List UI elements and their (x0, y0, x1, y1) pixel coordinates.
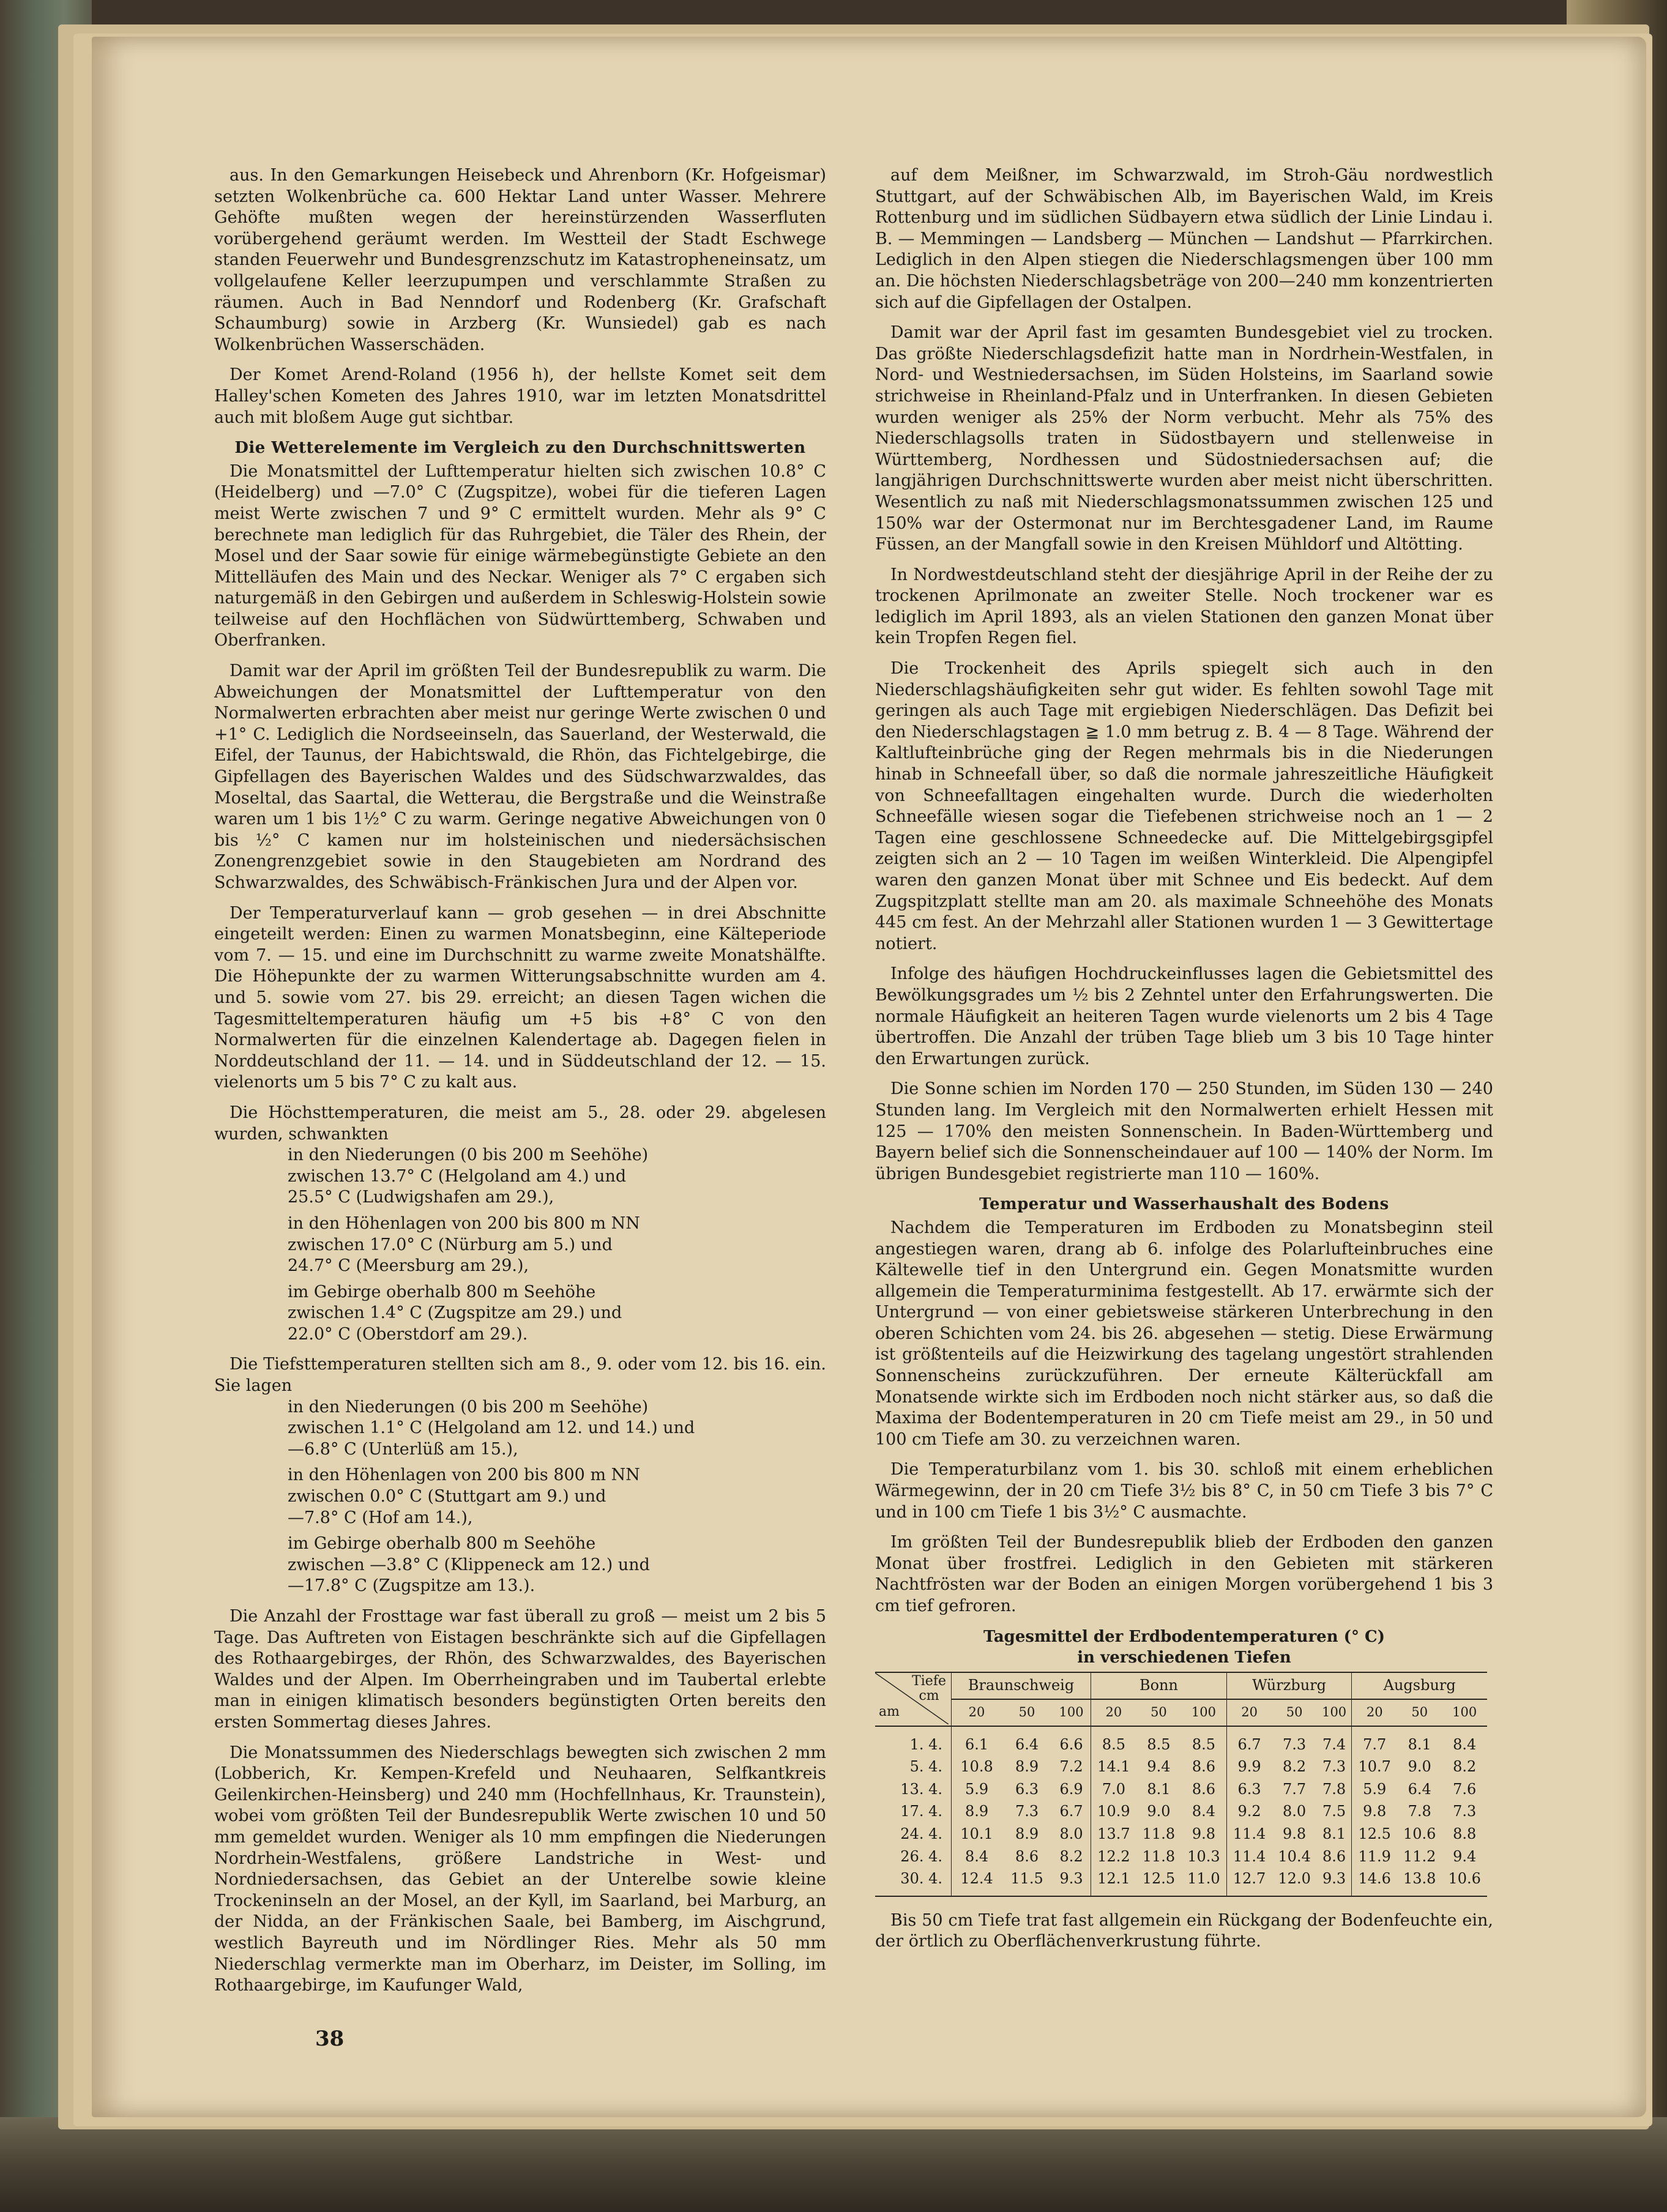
value-cell: 9.8 (1352, 1800, 1397, 1823)
value-cell: 8.4 (952, 1845, 1002, 1868)
paragraph: Im größten Teil der Bundesrepublik blieb der Erdboden den ganzen Monat über frostfrei. Lediglich in den Gebieten mit stärkeren Nachtfrösten war der Boden an einigen Morgen vorübergehend 1 bis 3 cm tief gefroren. (875, 1533, 1493, 1615)
paragraph: auf dem Meißner, im Schwarzwald, im Stroh-Gäu nordwestlich Stuttgart, auf der Schwäbischen Alb, im Bayerischen Wald, im Kreis Rottenburg und im südlichen Südbayern etwa südlich der Linie Lindau i. B. — Memmingen — Landsberg — München — Landshut — Pfarrkirchen. Lediglich in den Alpen stiegen die Niederschlagsmengen über 100 mm an. Die höchsten Niederschlagsbeträge von 200—240 mm konzentrierten sich auf die Gipfellagen der Ostalpen. (875, 166, 1493, 312)
value-cell: 7.8 (1408, 1803, 1431, 1820)
paragraph: Die Anzahl der Frosttage war fast überall zu groß — meist um 2 bis 5 Tage. Das Auftreten von Eistagen beschränkte sich auf die Gipfellagen des Rothaargebirges, der Rhön, des Schwarzwaldes, des Bayerischen Waldes und der Alpen. Im Oberrheingraben und im Taubertal erlebte man in einigen klimatisch besonders begünstigten Orten bereits den ersten Sommertag dieses Jahres. (214, 1607, 826, 1732)
value-cell: 10.3 (1187, 1847, 1220, 1865)
value-cell: 8.2 (1283, 1758, 1307, 1776)
indented-line: —6.8° C (Unterlüß am 15.), (288, 1439, 518, 1459)
value-cell: 10.6 (1403, 1825, 1436, 1842)
value-cell: 11.2 (1403, 1847, 1436, 1865)
value-cell: 9.8 (1283, 1825, 1307, 1842)
value-cell: 6.4 (1408, 1780, 1431, 1798)
value-cell: 11.8 (1142, 1825, 1176, 1842)
corner-date-label: am (879, 1704, 900, 1719)
value-cell: 6.7 (1059, 1803, 1083, 1820)
value-cell: 6.6 (1059, 1735, 1083, 1753)
depth-header: 100 (1317, 1699, 1352, 1726)
value-cell: 8.5 (1192, 1735, 1216, 1753)
depth-header-row (875, 1699, 1487, 1726)
paragraph: Die Monatssummen des Niederschlags bewegten sich zwischen 2 mm (Lobberich, Kr. Kempen-Krefeld und Neuhaaren, Selfkantkreis Geilenkirchen-Heinsberg) und 240 mm (Hochfellnhaus, Kr. Traunstein), wobei vom größten Teil der Bundesrepublik Werte zwischen 10 und 50 mm gemeldet wurden. Weniger als 10 mm empfingen die Niederungen Nordrhein-Westfalens, größere Landstriche in West- und Nordniedersachsen, das Gebiet an der Unterelbe sowie kleine Trockeninseln an der Mosel, an der Kyll, im Saarland, bei Marburg, an der Nidda, an der Fränkischen Saale, bei Bamberg, im Aischgrund, westlich Bayreuth und im Nördlinger Ries. Mehr als 50 mm Niederschlag vermerkte man im Oberharz, im Deister, im Solling, im Rothaargebirge, im Kaufunger Wald, (214, 1743, 826, 1995)
value-cell: 8.5 (1147, 1735, 1171, 1753)
table-body (875, 1726, 1487, 1896)
value-cell: 11.4 (1226, 1823, 1272, 1845)
value-cell: 8.5 (1091, 1726, 1136, 1756)
value-cell: 9.4 (1453, 1847, 1477, 1865)
value-cell: 7.3 (1015, 1803, 1039, 1820)
indented-line: zwischen 1.4° C (Zugspitze am 29.) und (288, 1303, 622, 1323)
paragraph: aus. In den Gemarkungen Heisebeck und Ahrenborn (Kr. Hofgeismar) setzten Wolkenbrüche ca. 600 Hektar Land unter Wasser. Mehrere Gehöfte mußten wegen der hereinstürzenden Wasserfluten vorübergehend geräumt werden. Im Westteil der Stadt Eschwege standen Feuerwehr und Bundesgrenzschutz im Katastropheneinsatz, um vollgelaufene Keller leerzupumpen und verschlammte Straßen zu räumen. Auch in Bad Nenndorf und Rodenberg (Kr. Grafschaft Schaumburg) sowie in Arzberg (Kr. Wunsiedel) gab es nach Wolkenbrüchen Wasserschäden. (214, 166, 826, 354)
value-cell: 8.4 (1453, 1735, 1477, 1753)
indented-line: in den Niederungen (0 bis 200 m Seehöhe) (288, 1397, 649, 1417)
table-corner-cell (875, 1672, 952, 1726)
value-cell: 12.1 (1091, 1868, 1136, 1896)
value-cell: 7.4 (1322, 1735, 1346, 1753)
table-row (875, 1845, 1487, 1868)
value-cell: 7.3 (1453, 1803, 1477, 1820)
right-column-text (875, 165, 1493, 1617)
table-title (875, 1626, 1493, 1668)
value-cell: 5.9 (952, 1778, 1002, 1801)
value-cell: 6.7 (1226, 1726, 1272, 1756)
value-cell: 12.5 (1136, 1868, 1181, 1896)
indented-line: 22.0° C (Oberstdorf am 29.). (288, 1324, 528, 1344)
value-cell: 13.7 (1091, 1823, 1136, 1845)
indented-line: 25.5° C (Ludwigshafen am 29.), (288, 1188, 554, 1207)
date-cell: 13. 4. (900, 1780, 942, 1798)
value-cell: 9.8 (1192, 1825, 1216, 1842)
value-cell: 7.8 (1322, 1780, 1346, 1798)
value-cell: 12.5 (1352, 1823, 1397, 1845)
value-cell: 8.6 (1322, 1847, 1346, 1865)
left-column (214, 165, 826, 2006)
page-number: 38 (315, 2027, 345, 2051)
depth-header: 50 (1272, 1699, 1316, 1726)
depth-header: 50 (1136, 1699, 1181, 1726)
depth-header: 50 (1397, 1699, 1442, 1726)
value-cell: 11.5 (1002, 1868, 1052, 1896)
depth-header: 20 (1352, 1699, 1397, 1726)
station-header: Braunschweig (952, 1672, 1091, 1699)
value-cell: 10.7 (1352, 1756, 1397, 1778)
indented-line: in den Höhenlagen von 200 bis 800 m NN (288, 1465, 640, 1485)
paragraph: Die Tiefsttemperaturen stellten sich am 8., 9. oder vom 12. bis 16. ein. Sie lagen (214, 1355, 826, 1396)
indented-line: zwischen 17.0° C (Nürburg am 5.) und (288, 1235, 613, 1254)
value-cell: 10.8 (952, 1756, 1002, 1778)
value-cell: 10.6 (1442, 1868, 1487, 1896)
depth-header: 100 (1442, 1699, 1487, 1726)
paragraph: Die Temperaturbilanz vom 1. bis 30. schloß mit einem erheblichen Wärmegewinn, der in 20 cm Tiefe 3½ bis 8° C, in 50 cm Tiefe 3 bis 7° C und in 100 cm Tiefe 1 bis 3½° C ausmachte. (875, 1460, 1493, 1522)
depth-header: 20 (1226, 1699, 1272, 1726)
closing-paragraph: Bis 50 cm Tiefe trat fast allgemein ein Rückgang der Bodenfeuchte ein, der örtlich zu Oberflächenverkrustung führte. (875, 1910, 1493, 1951)
date-cell: 24. 4. (900, 1825, 942, 1842)
paragraph: Die Sonne schien im Norden 170 — 250 Stunden, im Süden 130 — 240 Stunden lang. Im Vergleich mit den Normalwerten erhielt Hessen mit 125 — 170% den meisten Sonnenschein. In Baden-Württemberg und Bayern belief sich die Sonnenscheindauer auf 100 — 140% der Norm. Im übrigen Bundesgebiet registrierte man 110 — 160%. (875, 1079, 1493, 1183)
station-header: Augsburg (1352, 1672, 1487, 1699)
value-cell: 10.4 (1278, 1847, 1311, 1865)
soil-temperature-table (875, 1672, 1487, 1897)
table-row (875, 1778, 1487, 1801)
paragraph: Die Höchsttemperaturen, die meist am 5., 28. oder 29. abgelesen wurden, schwankten (214, 1103, 826, 1144)
table-row (875, 1868, 1487, 1896)
value-cell: 8.9 (952, 1800, 1002, 1823)
paragraph: In Nordwestdeutschland steht der diesjährige April in der Reihe der zu trockenen Aprilmonate an zweiter Stelle. Noch trockener war es lediglich im April 1893, als an vielen Stationen den ganzen Monat über kein Tropfen Regen fiel. (875, 565, 1493, 648)
indented-line: —7.8° C (Hof am 14.), (288, 1508, 473, 1527)
indented-line: zwischen 0.0° C (Stuttgart am 9.) und (288, 1487, 606, 1506)
paragraph: Der Komet Arend-Roland (1956 h), der hellste Komet seit dem Halley'schen Kometen des Jahres 1910, war im letzten Monatsdrittel auch mit bloßem Auge gut sichtbar. (214, 365, 826, 427)
value-cell: 14.1 (1091, 1756, 1136, 1778)
value-cell: 7.7 (1352, 1726, 1397, 1756)
value-cell: 5.9 (1352, 1778, 1397, 1801)
depth-header: 100 (1052, 1699, 1091, 1726)
value-cell: 10.9 (1091, 1800, 1136, 1823)
value-cell: 7.3 (1283, 1735, 1307, 1753)
value-cell: 12.4 (952, 1868, 1002, 1896)
depth-header: 100 (1181, 1699, 1226, 1726)
value-cell: 6.1 (952, 1726, 1002, 1756)
depth-header: 20 (1091, 1699, 1136, 1726)
value-cell: 9.0 (1408, 1758, 1431, 1776)
date-cell: 26. 4. (900, 1847, 942, 1865)
paragraph: Der Temperaturverlauf kann — grob gesehen — in drei Abschnitte eingeteilt werden: Einen zu warmen Monatsbeginn, eine Kälteperiode vom 7. — 15. und eine im Durchschnitt zu warme zweite Monatshälfte. Die Höhepunkte der zu warmen Witterungsabschnitte wurden am 4. und 5. sowie vom 27. bis 29. erreicht; an diesen Tagen wichen die Tagesmitteltemperaturen häufig um +5 bis +8° C von den Normalwerten für die einzelnen Kalendertage ab. Dagegen fielen in Norddeutschland der 11. — 14. und in Süddeutschland der 12. — 15. vielenorts um 5 bis 7° C zu kalt aus. (214, 903, 826, 1092)
date-cell: 30. 4. (875, 1868, 952, 1896)
corner-depth-label: Tiefe cm (912, 1673, 946, 1704)
value-cell: 9.3 (1052, 1868, 1091, 1896)
value-cell: 9.4 (1147, 1758, 1171, 1776)
value-cell: 8.8 (1453, 1825, 1477, 1842)
indented-line: in den Höhenlagen von 200 bis 800 m NN (288, 1213, 640, 1233)
table-header-row (875, 1672, 1487, 1699)
section-heading: Die Wetterelemente im Vergleich zu den Durchschnittswerten (234, 439, 806, 458)
paragraph: Infolge des häufigen Hochdruckeinflusses lagen die Gebietsmittel des Bewölkungsgrades um ½ bis 2 Zehntel unter den Erfahrungswerten. Die normale Häufigkeit an heiteren Tagen wurde vielenorts um 2 bis 4 Tage übertroffen. Die Anzahl der trüben Tage blieb um 3 bis 10 Tage hinter den Erwartungen zurück. (875, 964, 1493, 1068)
value-cell: 12.7 (1226, 1868, 1272, 1896)
value-cell: 8.1 (1322, 1825, 1346, 1842)
value-cell: 12.2 (1091, 1845, 1136, 1868)
date-cell: 1. 4. (909, 1735, 942, 1753)
indented-line: —17.8° C (Zugspitze am 13.). (288, 1576, 535, 1596)
indented-line: im Gebirge oberhalb 800 m Seehöhe (288, 1534, 596, 1554)
value-cell: 8.9 (1015, 1825, 1039, 1842)
value-cell: 10.1 (952, 1823, 1002, 1845)
book-bottom-edge (0, 2117, 1667, 2212)
value-cell: 7.7 (1283, 1780, 1307, 1798)
value-cell: 9.0 (1147, 1803, 1171, 1820)
station-header: Bonn (1091, 1672, 1227, 1699)
indented-line: zwischen 13.7° C (Helgoland am 4.) und (288, 1166, 627, 1186)
value-cell: 9.2 (1226, 1800, 1272, 1823)
table-row (875, 1823, 1487, 1845)
value-cell: 7.6 (1453, 1780, 1477, 1798)
value-cell: 8.9 (1015, 1758, 1039, 1776)
value-cell: 8.1 (1147, 1780, 1171, 1798)
date-cell: 5. 4. (909, 1758, 942, 1776)
table-row (875, 1800, 1487, 1823)
value-cell: 7.5 (1322, 1803, 1346, 1820)
paragraph: Nachdem die Temperaturen im Erdboden zu Monatsbeginn steil angestiegen waren, drang ab 6. infolge des Polarlufteinbruches eine Kältewelle tief in den Untergrund ein. Gegen Monatsmitte wurden allgemein die Temperaturminima festgestellt. Ab 17. erwärmte sich der Untergrund — von einer gebietsweise stärkeren Unterbrechung in den oberen Schichten vom 24. bis 26. abgesehen — stetig. Diese Erwärmung ist größtenteils auf die Heizwirkung des tagelang ungestört strahlenden Sonnenscheins zurückzuführen. Der erneute Kälterückfall am Monatsende wirkte sich im Erdboden noch nicht stärker aus, so daß die Maxima der Bodentemperaturen in 20 cm Tiefe meist am 29., in 50 und 100 cm Tiefe am 30. zu verzeichnen waren. (875, 1218, 1493, 1449)
table-title-line1: Tagesmittel der Erdbodentemperaturen (° C) (983, 1627, 1385, 1646)
value-cell: 8.0 (1283, 1803, 1307, 1820)
value-cell: 8.6 (1015, 1847, 1039, 1865)
value-cell: 6.3 (1015, 1780, 1039, 1798)
value-cell: 8.2 (1453, 1758, 1477, 1776)
value-cell: 11.4 (1226, 1845, 1272, 1868)
depth-header: 50 (1002, 1699, 1052, 1726)
value-cell: 7.0 (1091, 1778, 1136, 1801)
indented-line: zwischen —3.8° C (Klippeneck am 12.) und (288, 1555, 650, 1574)
depth-header: 20 (952, 1699, 1002, 1726)
value-cell: 8.6 (1192, 1780, 1216, 1798)
value-cell: 12.0 (1272, 1868, 1316, 1896)
right-column (875, 165, 1493, 1962)
indented-line: im Gebirge oberhalb 800 m Seehöhe (288, 1282, 596, 1302)
indented-line: 24.7° C (Meersburg am 29.), (288, 1256, 529, 1276)
paragraph: Damit war der April im größten Teil der Bundesrepublik zu warm. Die Abweichungen der Monatsmittel der Lufttemperatur von den Normalwerten erbrachten aber meist nur geringe Werte zwischen 0 und +1° C. Lediglich die Nordseeinseln, das Sauerland, der Westerwald, die Eifel, der Taunus, der Habichtswald, die Rhön, das Fichtelgebirge, die Gipfellagen des Bayerischen Waldes und des Südschwarzwaldes, das Moseltal, das Saartal, die Wetterau, die Bergstraße und die Weinstraße waren um 1 bis 1½° C zu warm. Geringe negative Abweichungen von 0 bis ½° C kamen nur im holsteinischen und niedersächsischen Zonengrenzgebiet sowie in den Staugebieten am Nordrand des Schwarzwaldes, des Schwäbisch-Fränkischen Jura und der Alpen vor. (214, 661, 826, 892)
value-cell: 8.2 (1059, 1847, 1083, 1865)
paragraph: Die Monatsmittel der Lufttemperatur hielten sich zwischen 10.8° C (Heidelberg) und —7.0° C (Zugspitze), wobei für die tieferen Lagen meist Werte zwischen 7 und 9° C ermittelt wurden. Mehr als 9° C berechnete man lediglich für das Ruhrgebiet, die Täler des Rhein, der Mosel und der Saar sowie für einige wärmebegünstigte Gebiete an den Mittelläufen des Main und des Neckar. Weniger als 7° C ergaben sich naturgemäß in den Gebirgen und außerdem in Schleswig-Holstein sowie teilweise auf den Hochflächen von Südwürttemberg, Schwaben und Oberfranken. (214, 461, 826, 650)
paragraph: Die Trockenheit des Aprils spiegelt sich auch in den Niederschlagshäufigkeiten sehr gut wider. Es fehlten sowohl Tage mit geringen als auch Tage mit ergiebigen Niederschlägen. Das Defizit bei den Niederschlagstagen ≧ 1.0 mm betrug z. B. 4 — 8 Tage. Während der Kaltlufteinbrüche ging der Regen mehrmals bis in die Niederungen hinab in Schneefall über, so daß die normale jahreszeitliche Häufigkeit von Schneefalltagen eingehalten wurde. Durch die wiederholten Schneefälle wiesen sogar die Tiefebenen strichweise noch an 1 — 2 Tagen eine geschlossene Schneedecke auf. Die Mittelgebirgsgipfel zeigten sich an 2 — 10 Tagen im weißen Winterkleid. Die Alpengipfel waren den ganzen Monat über mit Schnee und Eis bedeckt. Auf dem Zugspitzplatt stellte man am 20. als maximale Schneehöhe des Monats 445 cm fest. An der Mehrzahl aller Stationen wurden 1 — 3 Gewittertage notiert. (875, 659, 1493, 953)
value-cell: 8.1 (1408, 1735, 1431, 1753)
value-cell: 6.4 (1015, 1735, 1039, 1753)
value-cell: 9.9 (1226, 1756, 1272, 1778)
table-row (875, 1726, 1487, 1756)
station-header: Würzburg (1226, 1672, 1352, 1699)
section-heading: Temperatur und Wasserhaushalt des Bodens (979, 1195, 1389, 1214)
value-cell: 8.6 (1192, 1758, 1216, 1776)
indented-line: zwischen 1.1° C (Helgoland am 12. und 14.) und (288, 1418, 695, 1438)
value-cell: 13.8 (1397, 1868, 1442, 1896)
value-cell: 6.9 (1059, 1780, 1083, 1798)
paragraph: Damit war der April fast im gesamten Bundesgebiet viel zu trocken. Das größte Niederschlagsdefizit hatte man in Nordrhein-Westfalen, in Nord- und Westniedersachsen, im Süden Holsteins, im Saarland sowie strichweise in Rheinland-Pfalz und in Unterfranken. In diesen Gebieten wurden weniger als 25% der Norm verbucht. Mehr als 75% des Niederschlagsolls traten in Südostbayern und stellenweise in Württemberg, Nordhessen und Südostniedersachsen auf; die langjährigen Durchschnittswerte wurden aber meist nicht überschritten. Wesentlich zu naß mit Niederschlagsmonatssummen zwischen 125 und 150% war der Ostermonat nur im Berchtesgadener Land, im Raume Füssen, an der Mangfall sowie in den Kreisen Mühldorf und Altötting. (875, 323, 1493, 554)
value-cell: 14.6 (1352, 1868, 1397, 1896)
table-title-line2: in verschiedenen Tiefen (1077, 1648, 1291, 1667)
value-cell: 11.0 (1181, 1868, 1226, 1896)
value-cell: 9.3 (1317, 1868, 1352, 1896)
value-cell: 11.8 (1142, 1847, 1176, 1865)
date-cell: 17. 4. (900, 1803, 942, 1820)
value-cell: 7.2 (1059, 1758, 1083, 1776)
indented-line: in den Niederungen (0 bis 200 m Seehöhe) (288, 1145, 649, 1165)
value-cell: 8.4 (1192, 1803, 1216, 1820)
value-cell: 6.3 (1226, 1778, 1272, 1801)
value-cell: 11.9 (1352, 1845, 1397, 1868)
table-row (875, 1756, 1487, 1778)
value-cell: 8.0 (1059, 1825, 1083, 1842)
value-cell: 7.3 (1322, 1758, 1346, 1776)
